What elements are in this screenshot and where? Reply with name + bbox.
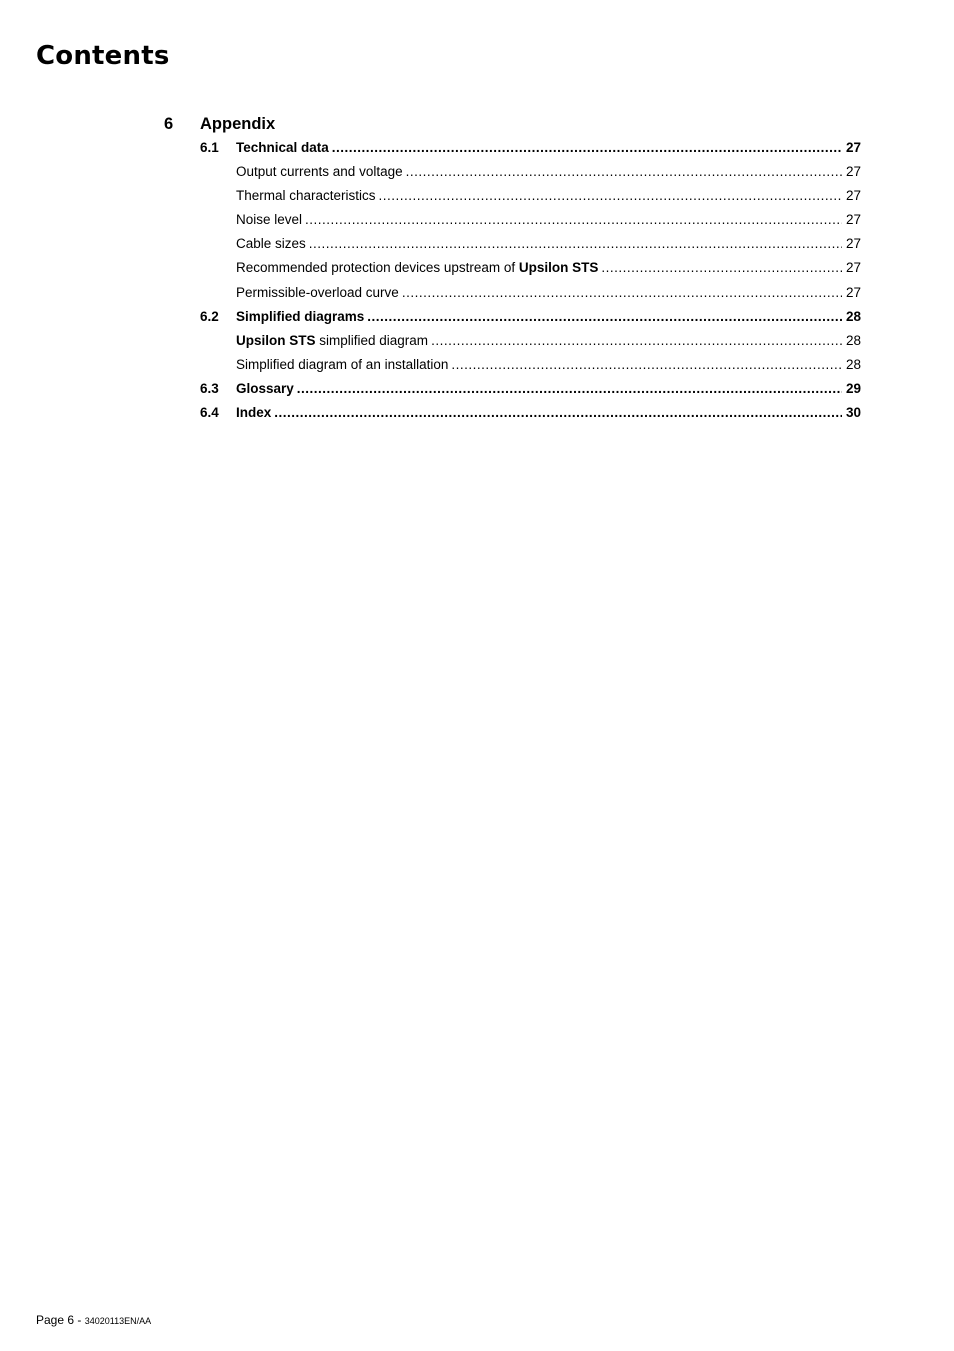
toc-entry-page: 27 — [845, 188, 861, 204]
toc-entry-page: 27 — [845, 260, 861, 276]
toc-entry[interactable] — [200, 137, 861, 161]
toc-entry-body — [236, 402, 861, 424]
toc-dot-leader — [297, 378, 842, 400]
toc-entry-body — [236, 137, 861, 159]
toc-dot-leader — [406, 161, 842, 183]
page-title: Contents — [36, 41, 170, 71]
toc-entry-page: 27 — [845, 284, 861, 300]
toc-entry-title-part: simplified diagram — [315, 332, 429, 348]
toc-entry-title-part: Technical data — [236, 140, 329, 155]
toc-entry-body — [236, 233, 861, 255]
toc-entry-body — [236, 330, 861, 352]
toc-entry-body — [236, 185, 861, 207]
toc-entry-title — [236, 185, 376, 207]
toc-entry-body — [236, 257, 861, 279]
toc-entry[interactable] — [200, 378, 861, 402]
toc-entry-title — [236, 137, 329, 159]
toc-dot-leader — [601, 257, 842, 279]
toc-entry-title — [236, 354, 448, 376]
page-footer — [36, 1312, 151, 1329]
toc-entry-title — [236, 306, 364, 328]
toc-entry-title-part: Noise level — [236, 212, 303, 228]
toc-dot-leader — [309, 233, 842, 255]
chapter-title: Appendix — [200, 115, 276, 133]
toc-entry-number: 6.3 — [200, 380, 219, 396]
toc-entry-title-part: Recommended protection devices upstream of — [236, 260, 519, 276]
toc-entry-body — [236, 378, 861, 400]
toc-entry-body — [236, 282, 861, 304]
toc-entry-title-part: Output currents and voltage — [236, 164, 403, 180]
toc-entry-body — [236, 354, 861, 376]
toc-entry-title — [236, 402, 271, 424]
toc-entry-page: 28 — [845, 332, 861, 348]
toc-entry-page: 27 — [845, 140, 861, 155]
toc-entry[interactable] — [200, 306, 861, 330]
toc-dot-leader — [431, 330, 842, 352]
toc-entry[interactable] — [200, 402, 861, 426]
toc-entry-title — [236, 330, 428, 352]
toc-dot-leader — [379, 185, 842, 207]
toc-dot-leader — [332, 137, 842, 159]
toc-entry-page: 27 — [845, 164, 861, 180]
toc-entry-title-part: Thermal characteristics — [236, 188, 376, 204]
toc-entry[interactable] — [200, 233, 861, 257]
footer-page-label: Page 6 - — [36, 1313, 85, 1327]
toc-entry-title-part: Upsilon STS — [518, 260, 599, 276]
toc-entry-title — [236, 378, 294, 400]
toc-entry-page: 29 — [845, 380, 861, 396]
toc-dot-leader — [451, 354, 842, 376]
toc-entry-title-part: Upsilon STS — [236, 332, 316, 348]
toc-entry[interactable] — [200, 282, 861, 306]
toc-entry-title-part: Simplified diagrams — [236, 308, 365, 324]
toc-chapter-heading — [164, 113, 861, 135]
toc-entry-body — [236, 209, 861, 231]
toc-dot-leader — [274, 402, 842, 424]
toc-entry[interactable] — [200, 209, 861, 233]
toc-entry-title — [236, 233, 306, 255]
toc-entry-title-part: Permissible-overload curve — [236, 284, 399, 300]
toc-entry-title-part: Index — [236, 405, 272, 421]
toc-entry[interactable] — [200, 257, 861, 281]
toc-entry-body — [236, 161, 861, 183]
toc-entry-page: 28 — [845, 356, 861, 372]
toc-entry-page: 27 — [845, 212, 861, 228]
chapter-number: 6 — [164, 115, 174, 133]
toc-dot-leader — [402, 282, 842, 304]
toc-entry[interactable] — [200, 185, 861, 209]
toc-entry-title — [236, 257, 598, 279]
toc-entry-page: 28 — [845, 308, 861, 324]
toc-entry-number: 6.4 — [200, 405, 219, 421]
toc-entry-title — [236, 282, 399, 304]
toc-entry-body — [236, 306, 861, 328]
toc-entry-title-part: Cable sizes — [236, 236, 306, 252]
toc-entry[interactable] — [200, 161, 861, 185]
toc-entry-number: 6.2 — [200, 308, 219, 324]
toc-entry-title-part: Glossary — [236, 380, 294, 396]
toc-entry[interactable] — [200, 354, 861, 378]
toc-dot-leader — [367, 306, 842, 328]
toc-entry-page: 27 — [845, 236, 861, 252]
toc-entry-number: 6.1 — [200, 140, 219, 155]
footer-doc-code: 34020113EN/AA — [84, 1316, 152, 1326]
toc-entry-title-part: Simplified diagram of an installation — [236, 356, 449, 372]
toc-entry[interactable] — [200, 330, 861, 354]
toc-entry-page: 30 — [845, 405, 861, 421]
toc-dot-leader — [305, 209, 842, 231]
toc-entry-title — [236, 161, 403, 183]
toc-entry-title — [236, 209, 302, 231]
toc-list — [200, 137, 861, 426]
